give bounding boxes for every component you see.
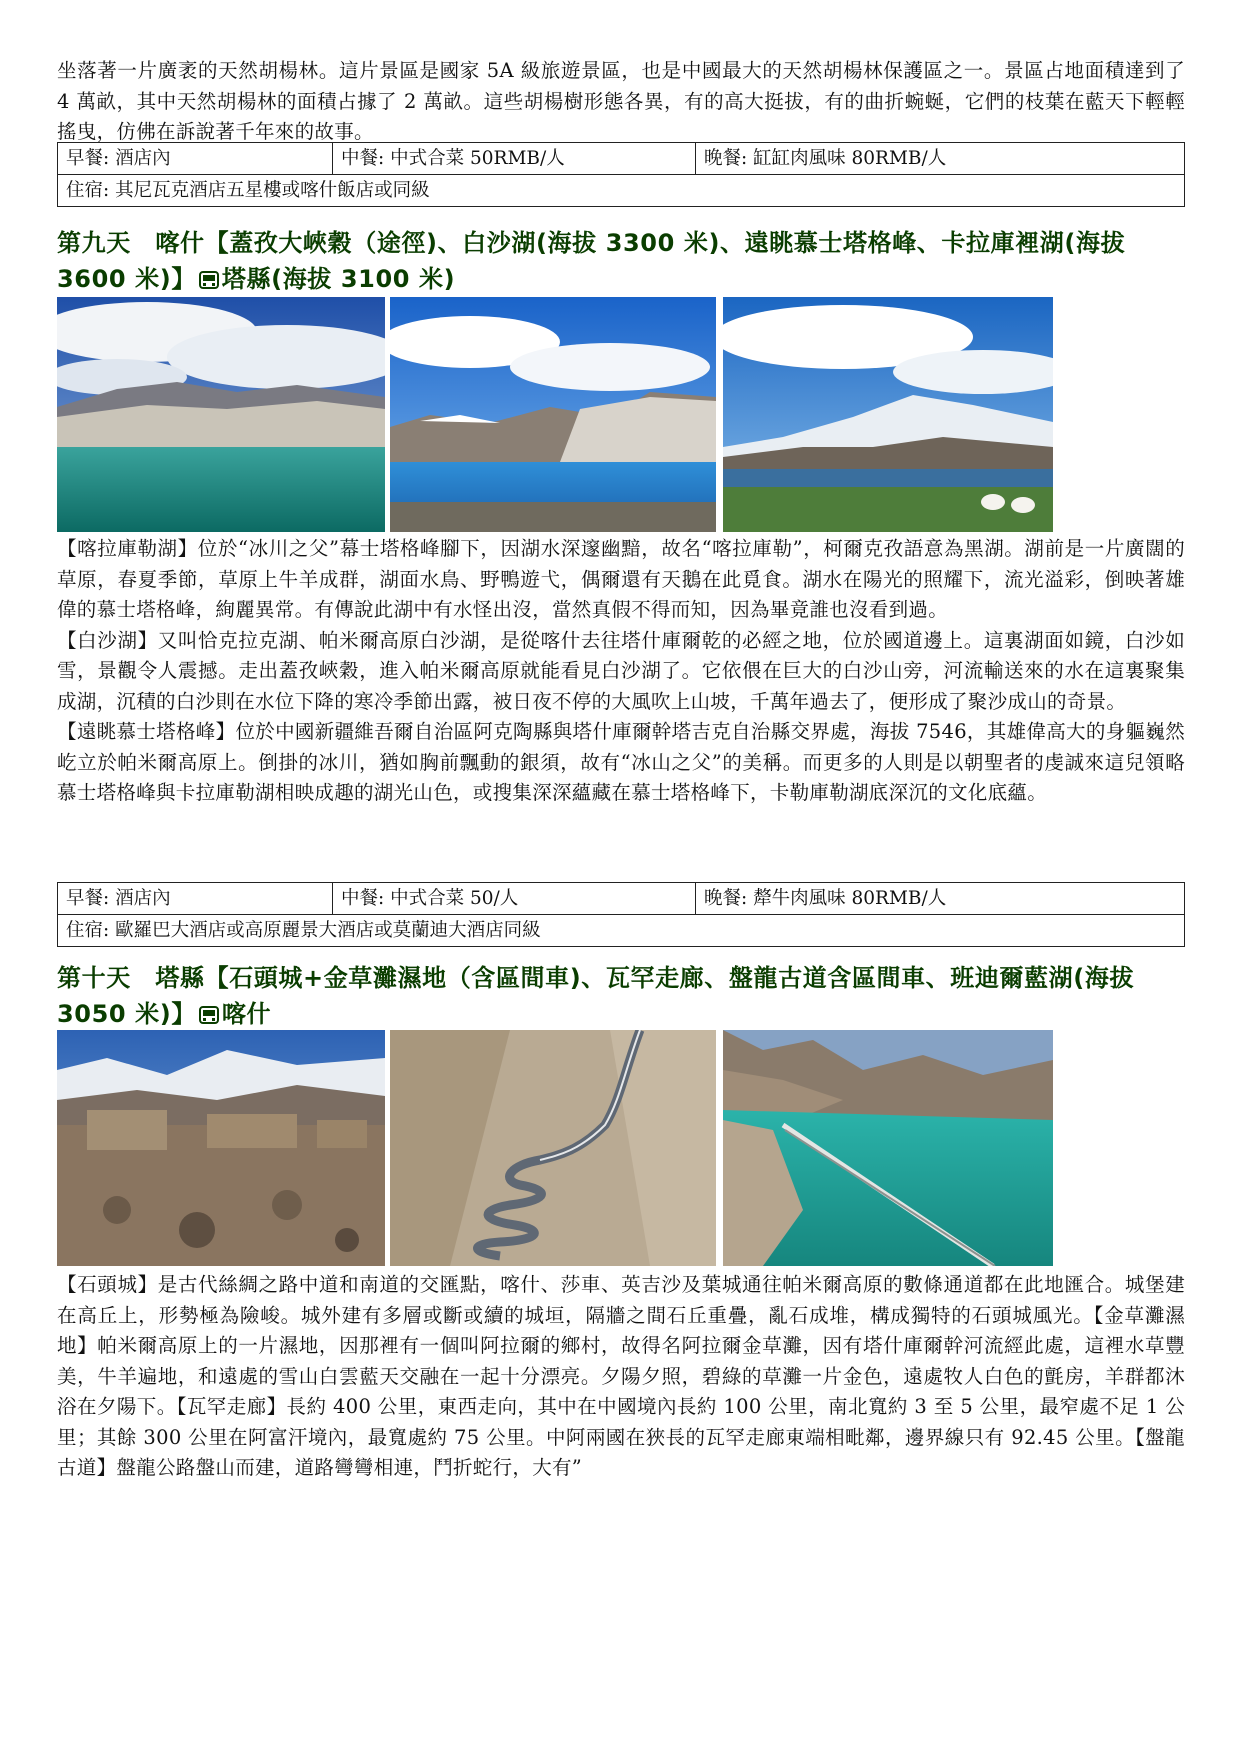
dinner-cell: 晚餐: 犛牛肉風味 80RMB/人 xyxy=(696,883,1185,915)
day10-title xyxy=(57,960,1185,1032)
bus-icon xyxy=(199,271,219,289)
lodging-cell: 住宿: 歐羅巴大酒店或高原麗景大酒店或莫蘭迪大酒店同級 xyxy=(58,915,1185,947)
photo-muztagh-ata xyxy=(723,297,1053,532)
photo-stone-city xyxy=(57,1030,385,1266)
day10-title-main: 第十天 塔縣【石頭城+金草灘濕地（含區間車)、瓦罕走廊、盤龍古道含區間車、班迪爾藍湖(海拔 3050 米)】 xyxy=(57,964,1135,1028)
photo-bandier-blue-lake xyxy=(723,1030,1053,1266)
day10-photo-row xyxy=(57,1030,1185,1270)
dinner-cell: 晚餐: 缸缸肉風味 80RMB/人 xyxy=(696,143,1185,175)
lunch-cell: 中餐: 中式合菜 50/人 xyxy=(333,883,696,915)
day9-title xyxy=(57,225,1185,297)
day9-title-main: 第九天 喀什【蓋孜大峽穀（途徑)、白沙湖(海拔 3300 米)、遠眺慕士塔格峰、卡拉庫裡湖(海拔 3600 米)】 xyxy=(57,229,1126,293)
intro-paragraph: 坐落著一片廣袤的天然胡楊林。這片景區是國家 5A 級旅遊景區，也是中國最大的天然胡楊林保護區之一。景區占地面積達到了 4 萬畝，其中天然胡楊林的面積占據了 2 萬畝。這些胡楊樹形態各異，有的高大挺拔，有的曲折蜿蜒，它們的枝葉在藍天下輕輕搖曳，仿佛在訴說著千年來的故事。 xyxy=(57,59,1185,143)
lodging-cell: 住宿: 其尼瓦克酒店五星樓或喀什飯店或同級 xyxy=(58,175,1185,207)
day10-title-dest: 喀什 xyxy=(221,1000,272,1028)
bus-icon xyxy=(199,1006,219,1024)
meals-table-2 xyxy=(57,882,1185,947)
breakfast-cell: 早餐: 酒店內 xyxy=(58,143,333,175)
photo-karakul-lake xyxy=(390,297,716,532)
meals-table-1 xyxy=(57,142,1185,207)
day9-photo-row xyxy=(57,297,1185,537)
breakfast-cell: 早餐: 酒店內 xyxy=(58,883,333,915)
white-sand-lake-paragraph: 【白沙湖】又叫恰克拉克湖、帕米爾高原白沙湖，是從喀什去往塔什庫爾乾的必經之地，位於國道邊上。這裏湖面如鏡，白沙如雪，景觀令人震撼。走出蓋孜峽穀，進入帕米爾高原就能看見白沙湖了。它依偎在巨大的白沙山旁，河流輸送來的水在這裏聚集成湖，沉積的白沙則在水位下降的寒冷季節出露，被日夜不停的大風吹上山坡，千萬年過去了，便形成了聚沙成山的奇景。 xyxy=(57,628,1185,713)
photo-panlong-road xyxy=(390,1030,716,1266)
day9-title-dest: 塔縣(海拔 3100 米) xyxy=(221,265,456,293)
karakul-lake-paragraph: 【喀拉庫勒湖】位於“冰川之父”幕士塔格峰腳下，因湖水深邃幽黯，故名“喀拉庫勒”，柯爾克孜語意為黑湖。湖前是一片廣闊的草原，春夏季節，草原上牛羊成群，湖面水鳥、野鴨遊弋，偶爾還有天鵝在此覓食。湖水在陽光的照耀下，流光溢彩，倒映著雄偉的慕士塔格峰，絢麗異常。有傳說此湖中有水怪出沒，當然真假不得而知，因為畢竟誰也沒看到過。 xyxy=(57,537,1185,621)
muztagh-ata-paragraph: 【遠眺慕士塔格峰】位於中國新疆維吾爾自治區阿克陶縣與塔什庫爾幹塔吉克自治縣交界處，海拔 7546，其雄偉高大的身軀巍然屹立於帕米爾高原上。倒掛的冰川，猶如胸前飄動的銀須，故有“冰山之父”的美稱。而更多的人則是以朝聖者的虔誠來這兒領略慕士塔格峰與卡拉庫勒湖相映成趣的湖光山色，或搜集深深蘊藏在慕士塔格峰下，卡勒庫勒湖底深沉的文化底蘊。 xyxy=(57,720,1185,804)
lunch-cell: 中餐: 中式合菜 50RMB/人 xyxy=(333,143,696,175)
stone-city-paragraph: 【石頭城】是古代絲綢之路中道和南道的交匯點，喀什、莎車、英吉沙及葉城通往帕米爾高原的數條通道都在此地匯合。城堡建在高丘上，形勢極為險峻。城外建有多層或斷或續的城垣，隔牆之間石丘重疊，亂石成堆，構成獨特的石頭城風光。【金草灘濕地】帕米爾高原上的一片濕地，因那裡有一個叫阿拉爾的鄉村，故得名阿拉爾金草灘，因有塔什庫爾幹河流經此處，這裡水草豐美，牛羊遍地，和遠處的雪山白雲藍天交融在一起十分漂亮。夕陽夕照，碧綠的草灘一片金色，遠處牧人白色的氈房，羊群都沐浴在夕陽下。【瓦罕走廊】長約 400 公里，東西走向，其中在中國境內長約 100 公里，南北寬約 3 至 5 公里，最窄處不足 1 公里；其餘 300 公里在阿富汗境內，最寬處約 75 公里。中阿兩國在狹長的瓦罕走廊東端相毗鄰，邊界線只有 92.45 公里。【盤龍古道】盤龍公路盤山而建，道路彎彎相連，鬥折蛇行，大有” xyxy=(57,1273,1185,1479)
photo-white-sand-lake xyxy=(57,297,385,532)
